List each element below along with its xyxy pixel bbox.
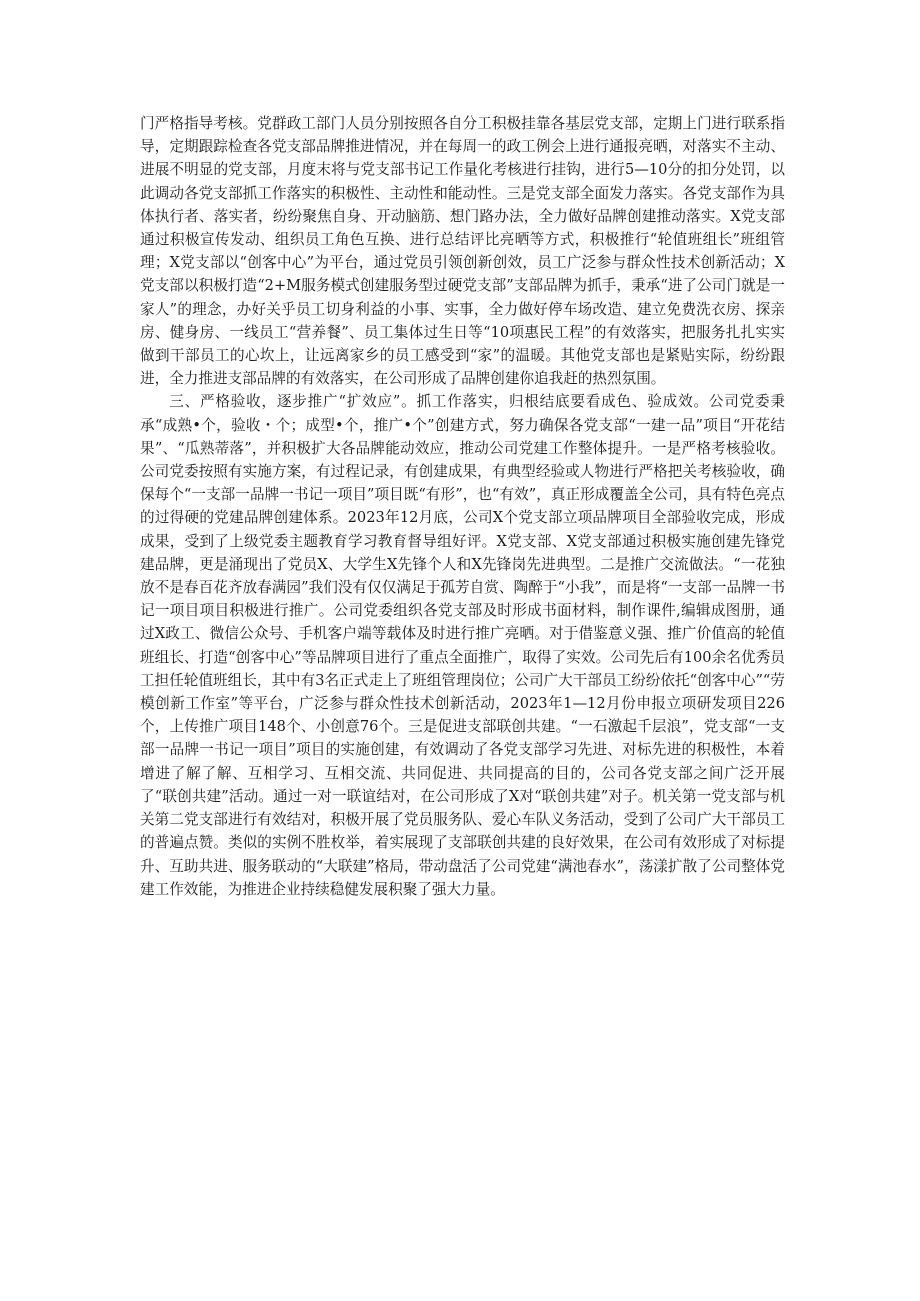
paragraph-1: 门严格指导考核。党群政工部门人员分别按照各自分工积极挂靠各基层党支部，定期上门进行联系指导，定期跟踪检查各党支部品牌推进情况，并在每周一的政工例会上进行通报亮晒，对落实不主动、进展不明显的党支部，月度末将与党支部书记工作量化考核进行挂钩，进行5—10分的扣分处罚，以此调动各党支部抓工作落实的积极性、主动性和能动性。三是党支部全面发力落实。各党支部作为具体执行者、落实者，纷纷聚焦自身、开动脑筋、想门路办法，全力做好品牌创建推动落实。X党支部通过积极宣传发动、组织员工角色互换、进行总结评比亮晒等方式，积极推行“轮值班组长”班组管理；X党支部以“创客中心”为平台，通过党员引领创新创效，员工广泛参与群众性技术创新活动；X党支部以积极打造“2+M服务模式创建服务型过硬党支部”支部品牌为抓手，秉承“进了公司门就是一家人”的理念，办好关乎员工切身利益的小事、实事，全力做好停车场改造、建立免费洗衣房、探亲房、健身房、一线员工“营养餐”、员工集体过生日等“10项惠民工程”的有效落实，把服务扎扎实实做到干部员工的心坎上，让远离家乡的员工感受到“家”的温暖。其他党支部也是紧贴实际，纷纷跟进，全力推进支部品牌的有效落实，在公司形成了品牌创建你追我赶的热烈氛围。	[140, 115, 785, 388]
paragraph-2: 三、严格验收，逐步推广“扩效应”。抓工作落实，归根结底要看成色、验成效。公司党委秉承“成熟•个，验收・个；成型•个，推广•个”创建方式，努力确保各党支部“一建一品”项目“开花结果”、“瓜熟蒂落”，并积极扩大各品牌能动效应，推动公司党建工作整体提升。一是严格考核验收。公司党委按照有实施方案，有过程记录，有创建成果，有典型经验或人物进行严格把关考核验收，确保每个“一支部一品牌一书记一项目”项目既“有形”，也“有效”，真正形成覆盖全公司，具有特色亮点的过得硬的党建品牌创建体系。2023年12月底，公司X个党支部立项品牌项目全部验收完成，形成成果，受到了上级党委主题教育学习教育督导组好评。X党支部、X党支部通过积极实施创建先锋党建品牌，更是涌现出了党员X、大学生X先锋个人和X先锋岗先进典型。二是推广交流做法。“一花独放不是春百花齐放春满园”我们没有仅仅满足于孤芳自赏、陶醉于“小我”，而是将“一支部一品牌一书记一项目项目积极进行推广。公司党委组织各党支部及时形成书面材料，制作课件,编辑成图册，通过X政工、微信公众号、手机客户端等载体及时进行推广亮晒。对于借鉴意义强、推广价值高的轮值班组长、打造“创客中心”等品牌项目进行了重点全面推广，取得了实效。公司先后有100余名优秀员工担任轮值班组长，其中有3名正式走上了班组管理岗位；公司广大干部员工纷纷依托“创客中心”“劳模创新工作室”等平台，广泛参与群众性技术创新活动，2023年1—12月份申报立项研发项目226个，上传推广项目148个、小创意76个。三是促进支部联创共建。“一石激起千层浪”，党支部“一支部一品牌一书记一项目”项目的实施创建，有效调动了各党支部学习先进、对标先进的积极性，本着增进了解了解、互相学习、互相交流、共同促进、共同提高的目的，公司各党支部之间广泛开展了“联创共建”活动。通过一对一联谊结对，在公司形成了X对“联创共建”对子。机关第一党支部与机关第二党支部进行有效结对，积极开展了党员服务队、爱心车队义务活动，受到了公司广大干部员工的普遍点赞。类似的实例不胜枚举，着实展现了支部联创共建的良好效果，在公司有效形成了对标提升、互助共进、服务联动的“大联建”格局，带动盘活了公司党建“满池春水”，荡漾扩散了公司整体党建工作效能，为推进企业持续稳健发展积聚了强大力量。	[140, 393, 785, 898]
document-body	[140, 112, 785, 901]
